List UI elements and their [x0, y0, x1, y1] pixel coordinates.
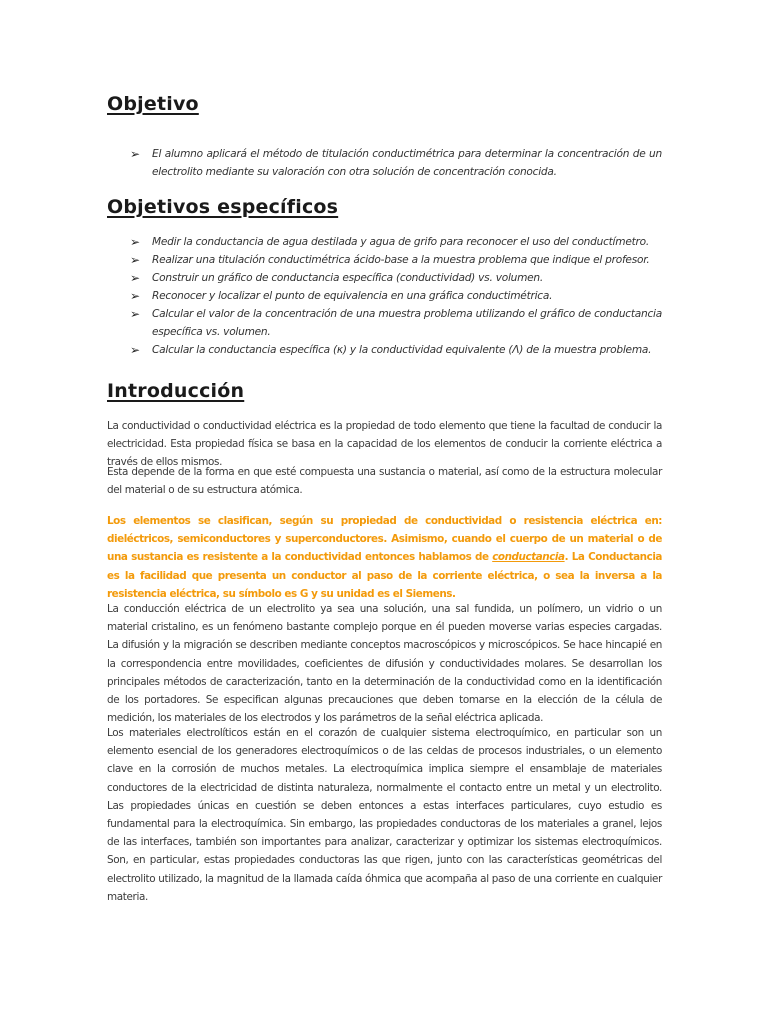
arrow-bullet-icon: ➢ [130, 253, 140, 267]
list-item: ➢ Calcular el valor de la concentración de una muestra problema utilizando el gráfico de conductancia específica vs. volumen. [130, 307, 662, 338]
intro-paragraph-4: La conducción eléctrica de un electrolito ya sea una solución, una sal fundida, un polímero, un vidrio o un material cristalino, es un fenómeno bastante complejo porque en él pueden moverse varias especies cargadas. La difusión y la migración se describen mediante conceptos macroscópicos y microscópicos. Se hace hincapié en la correspondencia entre movilidades, coeficientes de difusión y conductividades molares. Se desarrollan los principales métodos de caracterización, tanto en la determinación de la conductividad como en la identificación de los portadores. Se especifican algunas precauciones que deben tomarse en la elección de la célula de medición, los materiales de los electrodos y los parámetros de la señal eléctrica aplicada. [107, 603, 662, 725]
list-item: ➢ Medir la conductancia de agua destilada y agua de grifo para reconocer el uso del conductímetro. [130, 235, 649, 249]
intro-paragraph-2: Esta depende de la forma en que esté compuesta una sustancia o material, así como de la estructura molecular del material o de su estructura atómica. [107, 466, 662, 497]
arrow-bullet-icon: ➢ [130, 235, 140, 249]
list-item: ➢ Calcular la conductancia específica (κ) y la conductividad equivalente (Λ) de la muestra problema. [130, 343, 652, 357]
arrow-bullet-icon: ➢ [130, 271, 140, 285]
heading-objetivos-especificos: Objetivos específicos [107, 196, 339, 218]
list-item: ➢ Reconocer y localizar el punto de equivalencia en una gráfica conductimétrica. [130, 289, 553, 303]
list-item: ➢ Construir un gráfico de conductancia específica (conductividad) vs. volumen. [130, 271, 544, 285]
list-item: ➢ Realizar una titulación conductimétrica ácido-base a la muestra problema que indique el profesor. [130, 253, 650, 267]
list-item: ➢ El alumno aplicará el método de titulación conductimétrica para determinar la concentración de un electrolito mediante su valoración con otra solución de concentración conocida. [130, 147, 662, 178]
arrow-bullet-icon: ➢ [130, 343, 140, 357]
heading-objetivo: Objetivo [107, 93, 199, 115]
conductancia-term: conductancia [492, 551, 565, 564]
arrow-bullet-icon: ➢ [130, 307, 140, 321]
arrow-bullet-icon: ➢ [130, 147, 140, 161]
objetivos-especificos-list [130, 233, 662, 359]
heading-introduccion: Introducción [107, 380, 245, 402]
intro-paragraph-highlight: Los elementos se clasifican, según su propiedad de conductividad o resistencia eléctrica en: dieléctricos, semiconductores y superconductores. Asimismo, cuando el cuerpo de un material o de una sustancia es resistente a la conductividad entonces hablamos de conductancia. La Conductancia es la facilidad que presenta un conductor al paso de la corriente eléctrica, o sea la inversa a la resistencia eléctrica, su símbolo es G y su unidad es el Siemens. [107, 515, 662, 600]
objetivo-list [130, 145, 662, 181]
arrow-bullet-icon: ➢ [130, 289, 140, 303]
intro-paragraph-5: Los materiales electrolíticos están en el corazón de cualquier sistema electroquímico, en particular son un elemento esencial de los generadores electroquímicos o de las celdas de procesos industriales, o un elemento clave en la corrosión de muchos metales. La electroquímica implica siempre el ensamblaje de materiales conductores de la electricidad de distinta naturaleza, normalmente el contacto entre un metal y un electrolito. Las propiedades únicas en cuestión se deben entonces a estas interfaces particulares, cuyo estudio es fundamental para la electroquímica. Sin embargo, las propiedades conductoras de los materiales a granel, lejos de las interfaces, también son importantes para analizar, caracterizar y optimizar los sistemas electroquímicos. Son, en particular, estas propiedades conductoras las que rigen, junto con las características geométricas del electrolito utilizado, la magnitud de la llamada caída óhmica que acompaña al paso de una corriente en cualquier materia. [107, 727, 662, 903]
intro-paragraph-1: La conductividad o conductividad eléctrica es la propiedad de todo elemento que tiene la facultad de conducir la electricidad. Esta propiedad física se basa en la capacidad de los elementos de conducir la corriente eléctrica a través de ellos mismos. [107, 420, 662, 469]
